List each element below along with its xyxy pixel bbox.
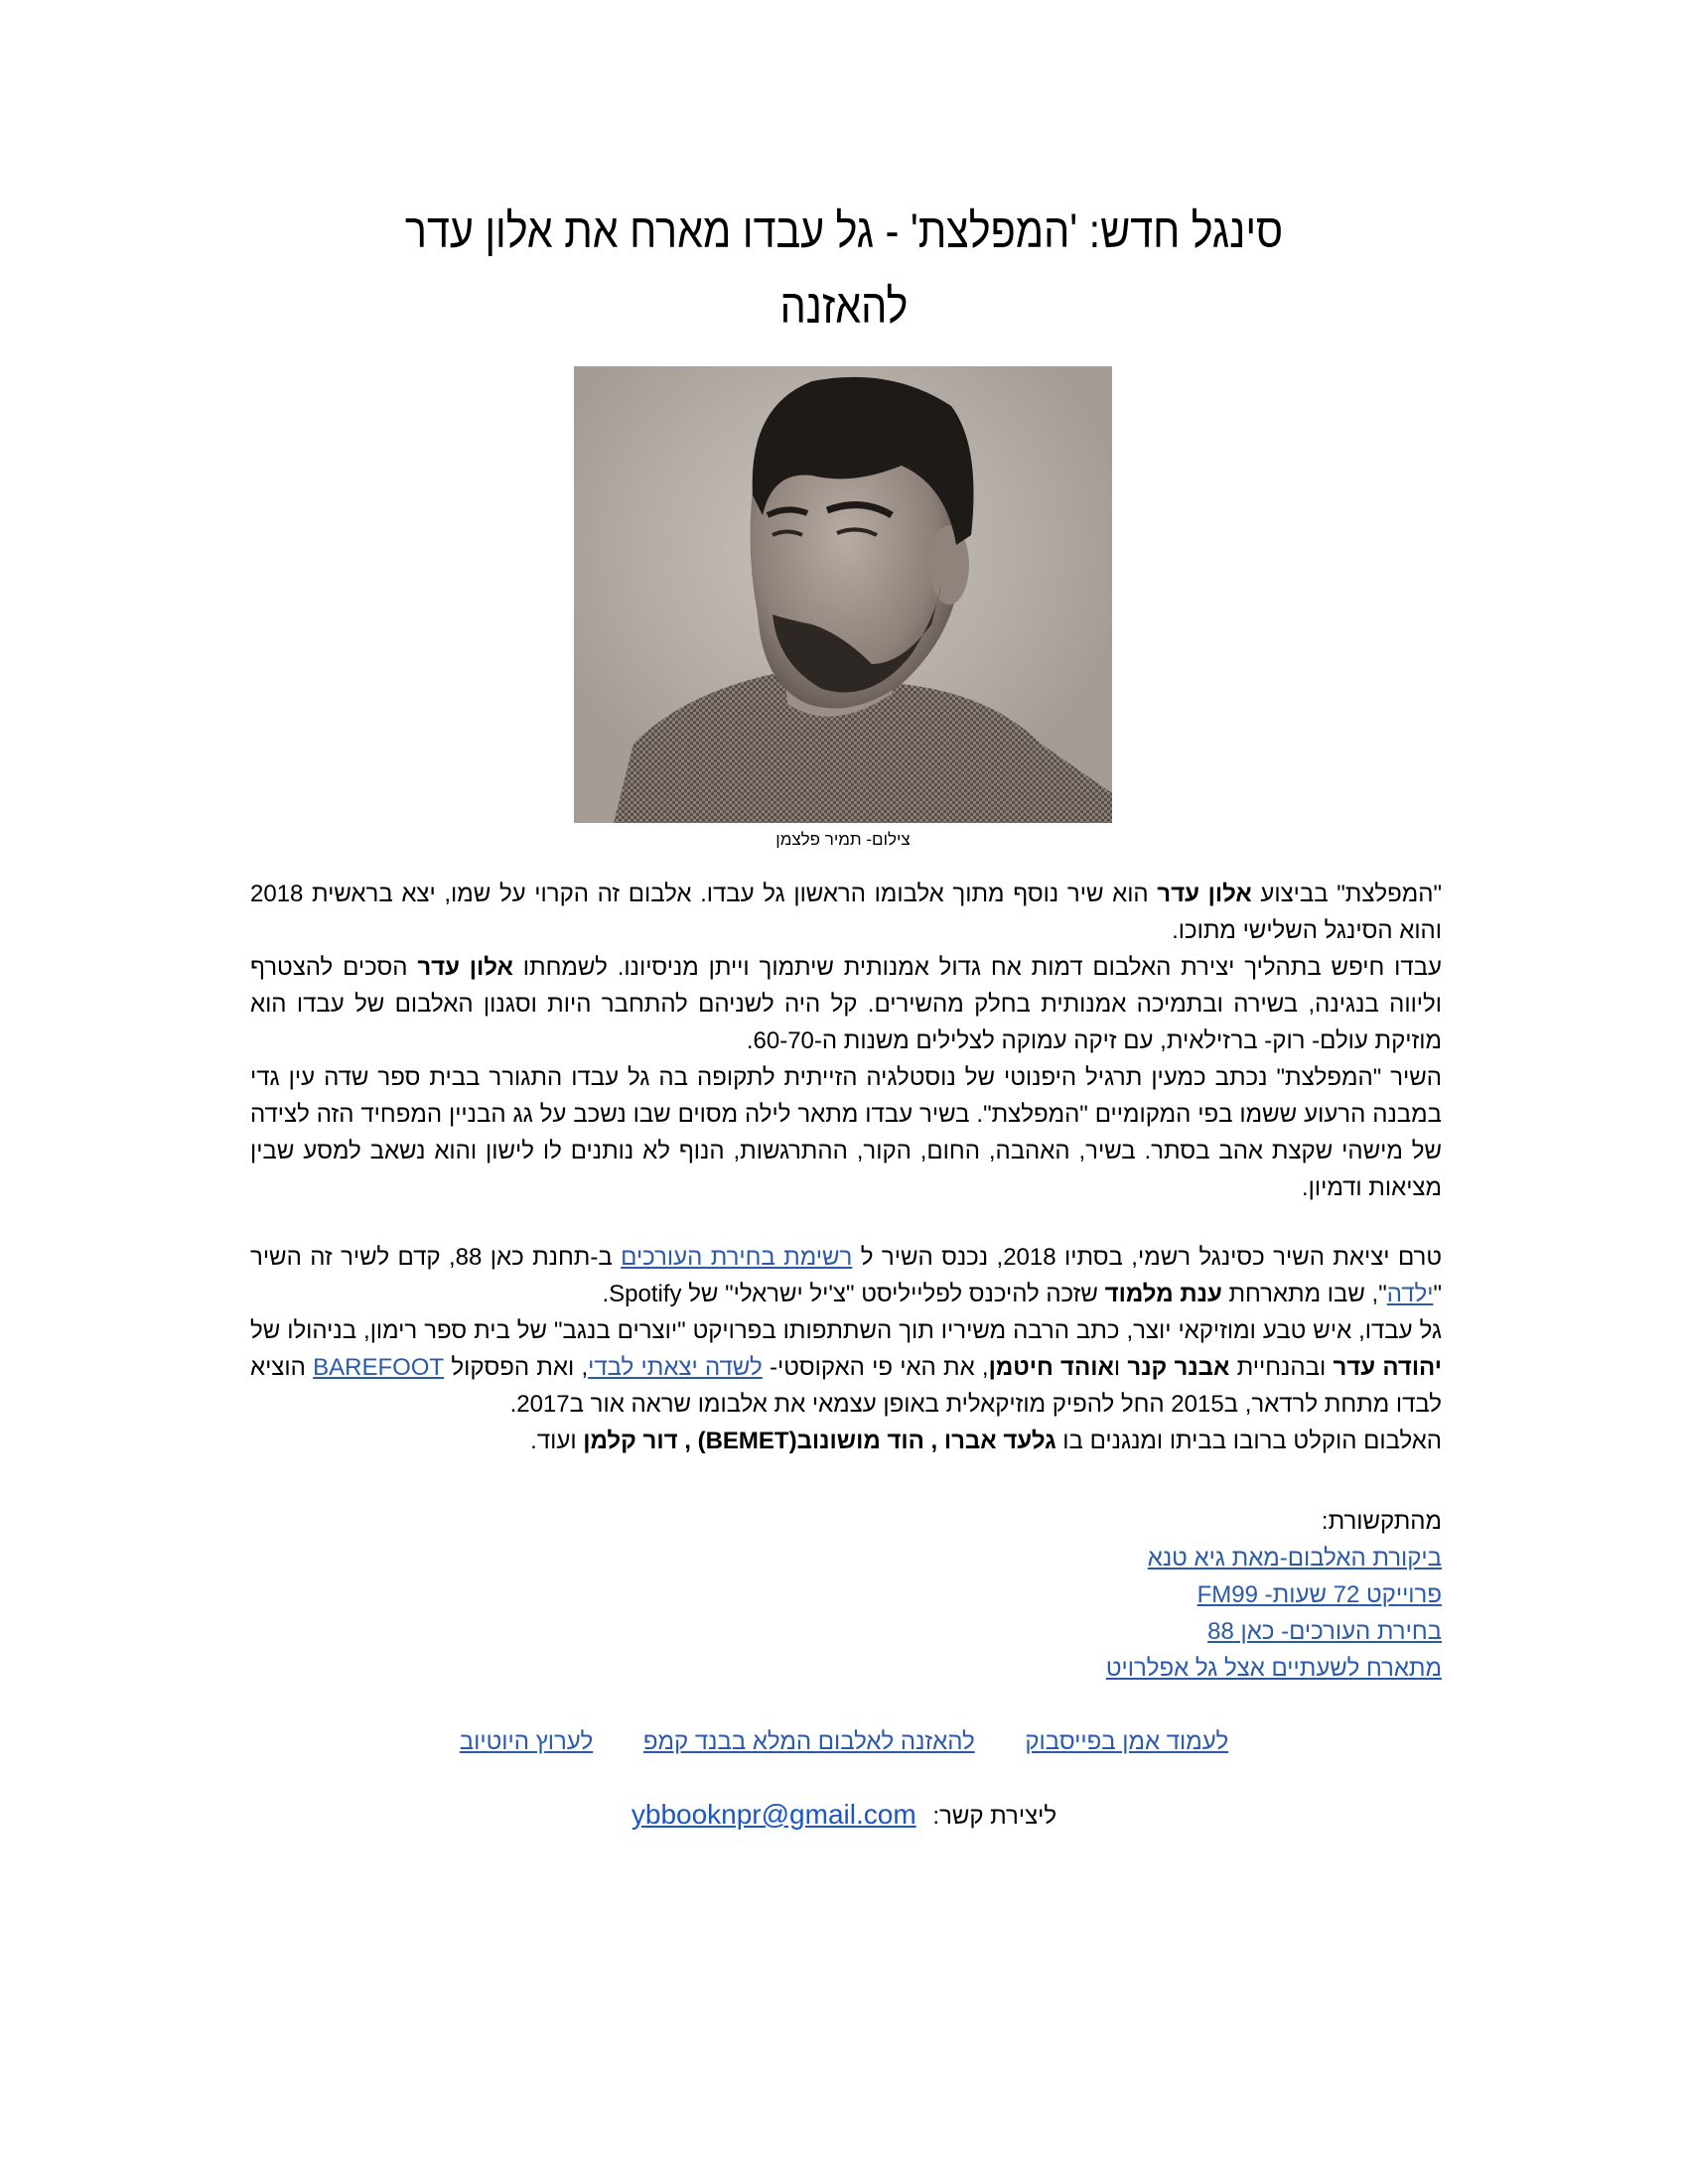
- media-link-guest-interview[interactable]: מתארח לשעתיים אצל גל אפלרויט: [1105, 1655, 1442, 1682]
- paragraph-background: [250, 1239, 1442, 1459]
- contact-email-link[interactable]: ybbooknpr@gmail.com: [631, 1799, 916, 1830]
- contact-line: [417, 1799, 1271, 1831]
- media-heading: מהתקשורת:: [1321, 1508, 1442, 1535]
- name-bold: אוהד חיטמן: [988, 1354, 1114, 1381]
- sentence-1: [250, 1239, 1442, 1312]
- text: האלבום הוקלט ברובו בביתו ומנגנים בו: [1055, 1428, 1442, 1454]
- text: , ואת הפסקול: [444, 1354, 589, 1381]
- text: הוא שיר נוסף מתוך אלבומו הראשון גל עבדו. אלבום זה הקרוי על שמו, יצא בראשית 2018 והוא הסינגל השלישי מתוכו.: [250, 881, 1442, 944]
- youtube-channel-link[interactable]: לערוץ היוטיוב: [459, 1728, 594, 1755]
- media-link-fm99[interactable]: פרוייקט 72 שעות- FM99: [1196, 1581, 1442, 1608]
- facebook-page-link[interactable]: לעמוד אמן בפייסבוק: [1025, 1728, 1229, 1755]
- editors-choice-link[interactable]: רשימת בחירת העורכים: [621, 1244, 853, 1271]
- text: ובהנחיית: [1229, 1354, 1334, 1381]
- separator: ,: [677, 1428, 698, 1454]
- text: , את האי פי האקוסטי-: [762, 1354, 989, 1381]
- yalda-song-link[interactable]: ילדה: [1386, 1281, 1434, 1307]
- name-bold: יהודה עדר: [1333, 1354, 1443, 1381]
- sentence-2: [250, 949, 1442, 1059]
- sentence-1: [250, 876, 1442, 949]
- text: טרם יציאת השיר כסינגל רשמי, בסתיו 2018, נכנס השיר ל: [852, 1244, 1443, 1271]
- title-line-1: סינגל חדש: 'המפלצת' - גל עבדו מארח את אלון עדר: [404, 205, 1284, 258]
- media-section: [1106, 1503, 1442, 1687]
- text: ו: [1113, 1354, 1128, 1381]
- text: הסכים להצטרף וליווה בנגינה, בשירה ובתמיכה אמנותית בחלק מהשירים. קל היה לשניהם להתחבר היות וסגנון האלבום של עבדו הוא מוזיקת עולם- רוק- ברזילאית, עם זיקה עמוקה לצלילים משנות ה-60-70.: [250, 954, 1442, 1054]
- text: הוציא לבדו מתחת לרדאר, ב2015 החל להפיק מוזיקאלית באופן עצמאי את אלבומו שראה אור ב2017.: [250, 1354, 1442, 1418]
- barefoot-soundtrack-link[interactable]: BAREFOOT: [313, 1354, 445, 1381]
- sentence-3: [250, 1423, 1442, 1459]
- media-link-album-review[interactable]: ביקורת האלבום-מאת גיא טנא: [1147, 1545, 1442, 1571]
- portrait-image: [574, 366, 1112, 823]
- text: ועוד.: [530, 1428, 584, 1454]
- name-bold: אבנר קנר: [1127, 1354, 1230, 1381]
- text: שזכה להיכנס לפלייליסט "צ'יל ישראלי" של Spotify.: [602, 1281, 1105, 1307]
- contact-label: ליצירת קשר:: [932, 1803, 1057, 1830]
- page-title: [332, 195, 1356, 345]
- bemet-bold: (BEMET): [697, 1428, 797, 1454]
- musician-bold: דור קלמן: [583, 1428, 678, 1454]
- acoustic-ep-link[interactable]: לשדה יצאתי לבדי: [588, 1354, 763, 1381]
- media-link-kan88[interactable]: בחירת העורכים- כאן 88: [1207, 1618, 1442, 1645]
- title-line-2: להאזנה: [779, 281, 909, 334]
- photo-caption: צילום- תמיר פלצמן: [775, 830, 911, 849]
- sentence-2: [250, 1312, 1442, 1423]
- paragraph-about-song: [250, 876, 1442, 1206]
- sentence-3: השיר "המפלצת" נכתב כמעין תרגיל היפנוטי של נוסטלגיה הזייתית לתקופה בה גל עבדו התגורר בבית ספר שדה עין גדי במבנה הרעוע ששמו בפי המקומיים "המפלצת". בשיר עבדו מתאר לילה מסוים שבו נשכב על גג הבניין המפחיד הזה לצידה של מישהי שקצת אהב בסתר. בשיר, האהבה, החום, הקור, ההתרגשות, הנוף לא נותנים לו לישון והוא נשאב למסע שבין מציאות ודמיון.: [250, 1064, 1442, 1201]
- musicians-bold: גלעד אברו , הוד מושונוב: [796, 1428, 1056, 1454]
- artist-name-bold: אלון עדר: [417, 954, 513, 981]
- text: ב-תחנת כאן 88, קדם לשיר זה השיר ": [250, 1244, 1442, 1307]
- footer-links: [417, 1728, 1271, 1756]
- guest-name-bold: ענת מלמוד: [1104, 1281, 1222, 1307]
- bandcamp-album-link[interactable]: להאזנה לאלבום המלא בבנד קמפ: [642, 1728, 975, 1755]
- text: ", שבו מתארחת: [1221, 1281, 1387, 1307]
- artist-name-bold: אלון עדר: [1157, 881, 1252, 907]
- artist-photo: [574, 366, 1112, 823]
- text: גל עבדו, איש טבע ומוזיקאי יוצר, כתב הרבה משיריו תוך השתתפותו בפרויקט "יוצרים בנגב" של בית ספר רימון, בניהולו של: [250, 1317, 1442, 1344]
- text: עבדו חיפש בתהליך יצירת האלבום דמות אח גדול אמנותית שיתמוך וייתן מניסיונו. לשמחתו: [512, 954, 1442, 981]
- text: "המפלצת" בביצוע: [1251, 881, 1443, 907]
